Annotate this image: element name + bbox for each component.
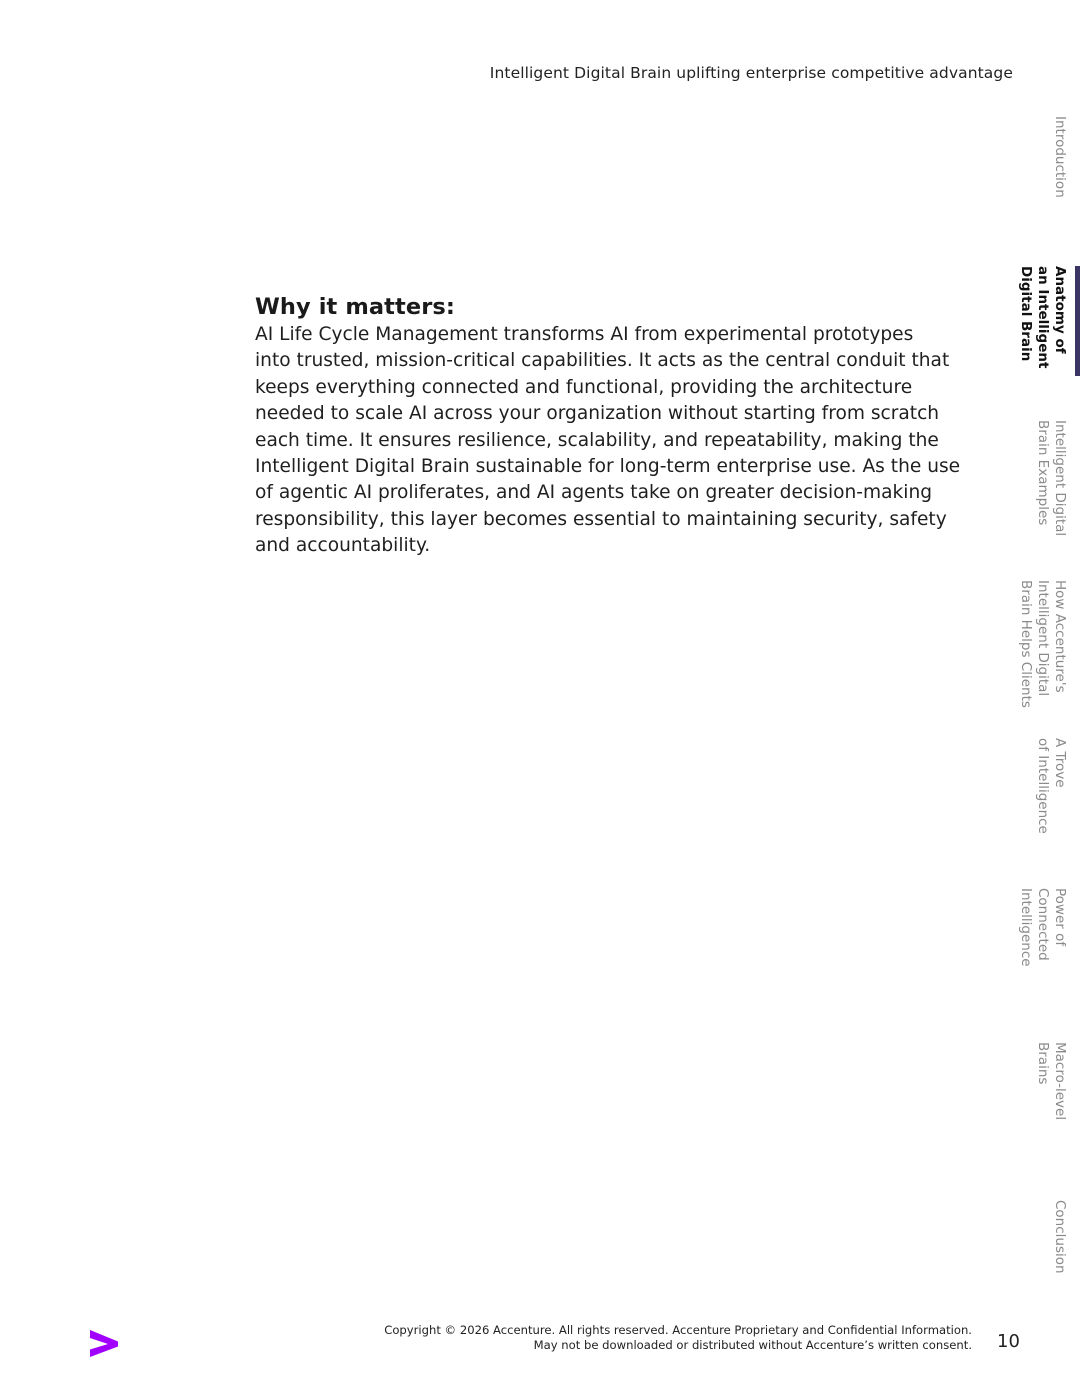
nav-item-introduction[interactable] (1051, 116, 1068, 198)
active-section-indicator (1075, 266, 1080, 376)
body-line: Intelligent Digital Brain sustainable for long-term enterprise use. As the use (255, 456, 961, 478)
nav-item-label: Introduction (1052, 116, 1068, 198)
copyright-line: May not be downloaded or distributed without Accenture’s written consent. (533, 1338, 972, 1352)
why-it-matters-section (255, 294, 961, 560)
nav-item-label: Intelligent Digital (1052, 420, 1068, 537)
nav-item-label: Power of (1052, 888, 1068, 947)
nav-item-label: of Intelligence (1035, 738, 1051, 834)
nav-item-label: Brains (1035, 1042, 1051, 1085)
accenture-logo-icon (88, 1328, 120, 1358)
nav-item-examples[interactable] (1034, 420, 1068, 536)
nav-item-connected-intelligence[interactable] (1017, 888, 1068, 967)
nav-item-label: A Trove (1052, 738, 1068, 788)
nav-item-label: Conclusion (1052, 1200, 1068, 1274)
nav-item-label: How Accenture's (1052, 580, 1068, 693)
copyright-line: Copyright © 2026 Accenture. All rights reserved. Accenture Proprietary and Confidential Information. (384, 1323, 972, 1337)
nav-item-label: Brain Examples (1035, 420, 1051, 526)
body-line: and accountability. (255, 535, 431, 557)
nav-item-label: Intelligent Digital (1035, 580, 1051, 697)
running-header: Intelligent Digital Brain uplifting enterprise competitive advantage (489, 64, 1013, 82)
section-heading: Why it matters: (255, 294, 456, 320)
nav-item-trove-of-intelligence[interactable] (1034, 738, 1068, 834)
nav-item-conclusion[interactable] (1051, 1200, 1068, 1274)
body-line: of agentic AI proliferates, and AI agents take on greater decision-making (255, 482, 933, 504)
body-line: keeps everything connected and functional, providing the architecture (255, 376, 913, 398)
section-body (255, 322, 961, 560)
nav-item-how-accenture-helps[interactable] (1017, 580, 1068, 708)
nav-item-label: an Intelligent (1035, 266, 1051, 369)
body-line: responsibility, this layer becomes essential to maintaining security, safety (255, 508, 947, 530)
body-line: each time. It ensures resilience, scalability, and repeatability, making the (255, 429, 939, 451)
nav-item-anatomy[interactable] (1017, 266, 1068, 368)
body-line: AI Life Cycle Management transforms AI from experimental prototypes (255, 324, 914, 345)
nav-item-macro-level-brains[interactable] (1034, 1042, 1068, 1120)
nav-item-label: Connected (1035, 888, 1051, 961)
nav-item-label: Brain Helps Clients (1018, 580, 1034, 708)
nav-item-label: Anatomy of (1052, 266, 1068, 354)
body-line: into trusted, mission-critical capabilities. It acts as the central conduit that (255, 350, 950, 372)
nav-item-label: Digital Brain (1018, 266, 1034, 362)
footer-copyright (300, 1323, 972, 1353)
nav-item-label: Intelligence (1018, 888, 1034, 967)
body-line: needed to scale AI across your organization without starting from scratch (255, 403, 940, 425)
page-number: 10 (997, 1331, 1020, 1352)
section-side-nav (1000, 0, 1080, 1397)
nav-item-label: Macro-level (1052, 1042, 1068, 1121)
